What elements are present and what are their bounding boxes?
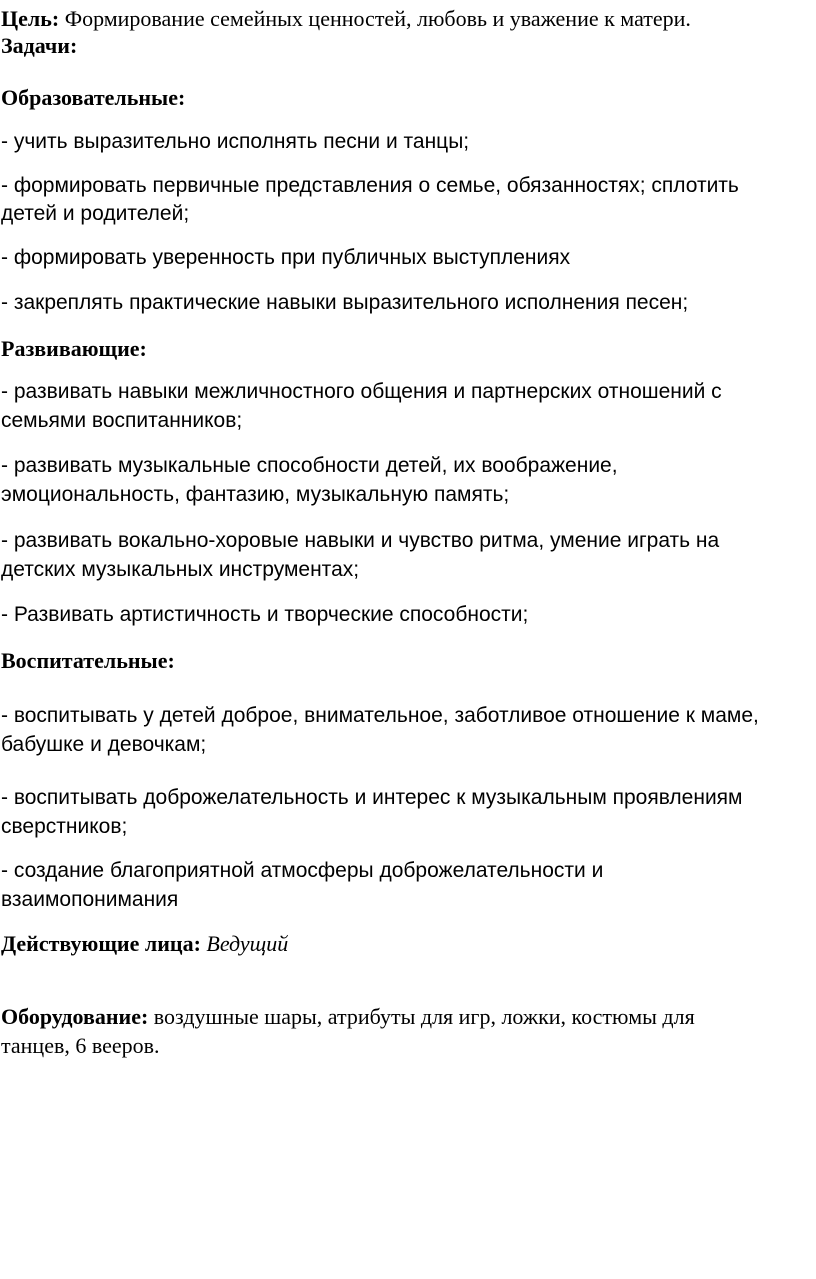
characters-line: [1, 929, 806, 959]
developing-heading: Развивающие:: [1, 336, 147, 361]
developing-item: семьями воспитанников;: [1, 409, 243, 432]
upbringing-item: - воспитывать доброжелательность и интерес к музыкальным проявлениям: [1, 786, 743, 809]
upbringing-item: - создание благоприятной атмосферы доброжелательности и: [1, 859, 604, 882]
developing-item: - развивать музыкальные способности детей, их воображение,: [1, 454, 618, 477]
characters-value: Ведущий: [200, 931, 289, 956]
educational-item: - формировать уверенность при публичных выступлениях: [1, 246, 571, 269]
developing-item: детских музыкальных инструментах;: [1, 558, 360, 581]
upbringing-heading: Воспитательные:: [1, 648, 175, 673]
characters-label: Действующие лица:: [1, 931, 201, 956]
upbringing-item: бабушке и девочкам;: [1, 733, 207, 756]
developing-item: - развивать вокально-хоровые навыки и чувство ритма, умение играть на: [1, 529, 720, 552]
upbringing-item: - воспитывать у детей доброе, внимательное, заботливое отношение к маме,: [1, 704, 759, 727]
equipment-label: Оборудование:: [1, 1004, 149, 1029]
developing-item: эмоциональность, фантазию, музыкальную память;: [1, 483, 510, 506]
equipment-line-2: танцев, 6 вееров.: [1, 1033, 160, 1058]
equipment-line: [1, 1002, 806, 1032]
equipment-text: воздушные шары, атрибуты для игр, ложки, костюмы для: [148, 1004, 695, 1029]
upbringing-item: сверстников;: [1, 815, 128, 838]
educational-item: - формировать первичные представления о семье, обязанностях; сплотить: [1, 174, 739, 197]
educational-item: - учить выразительно исполнять песни и танцы;: [1, 130, 470, 153]
goal-text: Формирование семейных ценностей, любовь и уважение к матери.: [59, 6, 691, 31]
upbringing-item: взаимопонимания: [1, 888, 179, 911]
developing-item: - Развивать артистичность и творческие способности;: [1, 603, 529, 626]
educational-item: детей и родителей;: [1, 202, 190, 225]
educational-item: - закреплять практические навыки выразительного исполнения песен;: [1, 291, 689, 314]
tasks-heading: Задачи:: [1, 33, 78, 58]
developing-item: - развивать навыки межличностного общения и партнерских отношений с: [1, 380, 722, 403]
educational-heading: Образовательные:: [1, 85, 186, 110]
goal-line: [1, 4, 806, 34]
goal-label: Цель:: [1, 6, 60, 31]
